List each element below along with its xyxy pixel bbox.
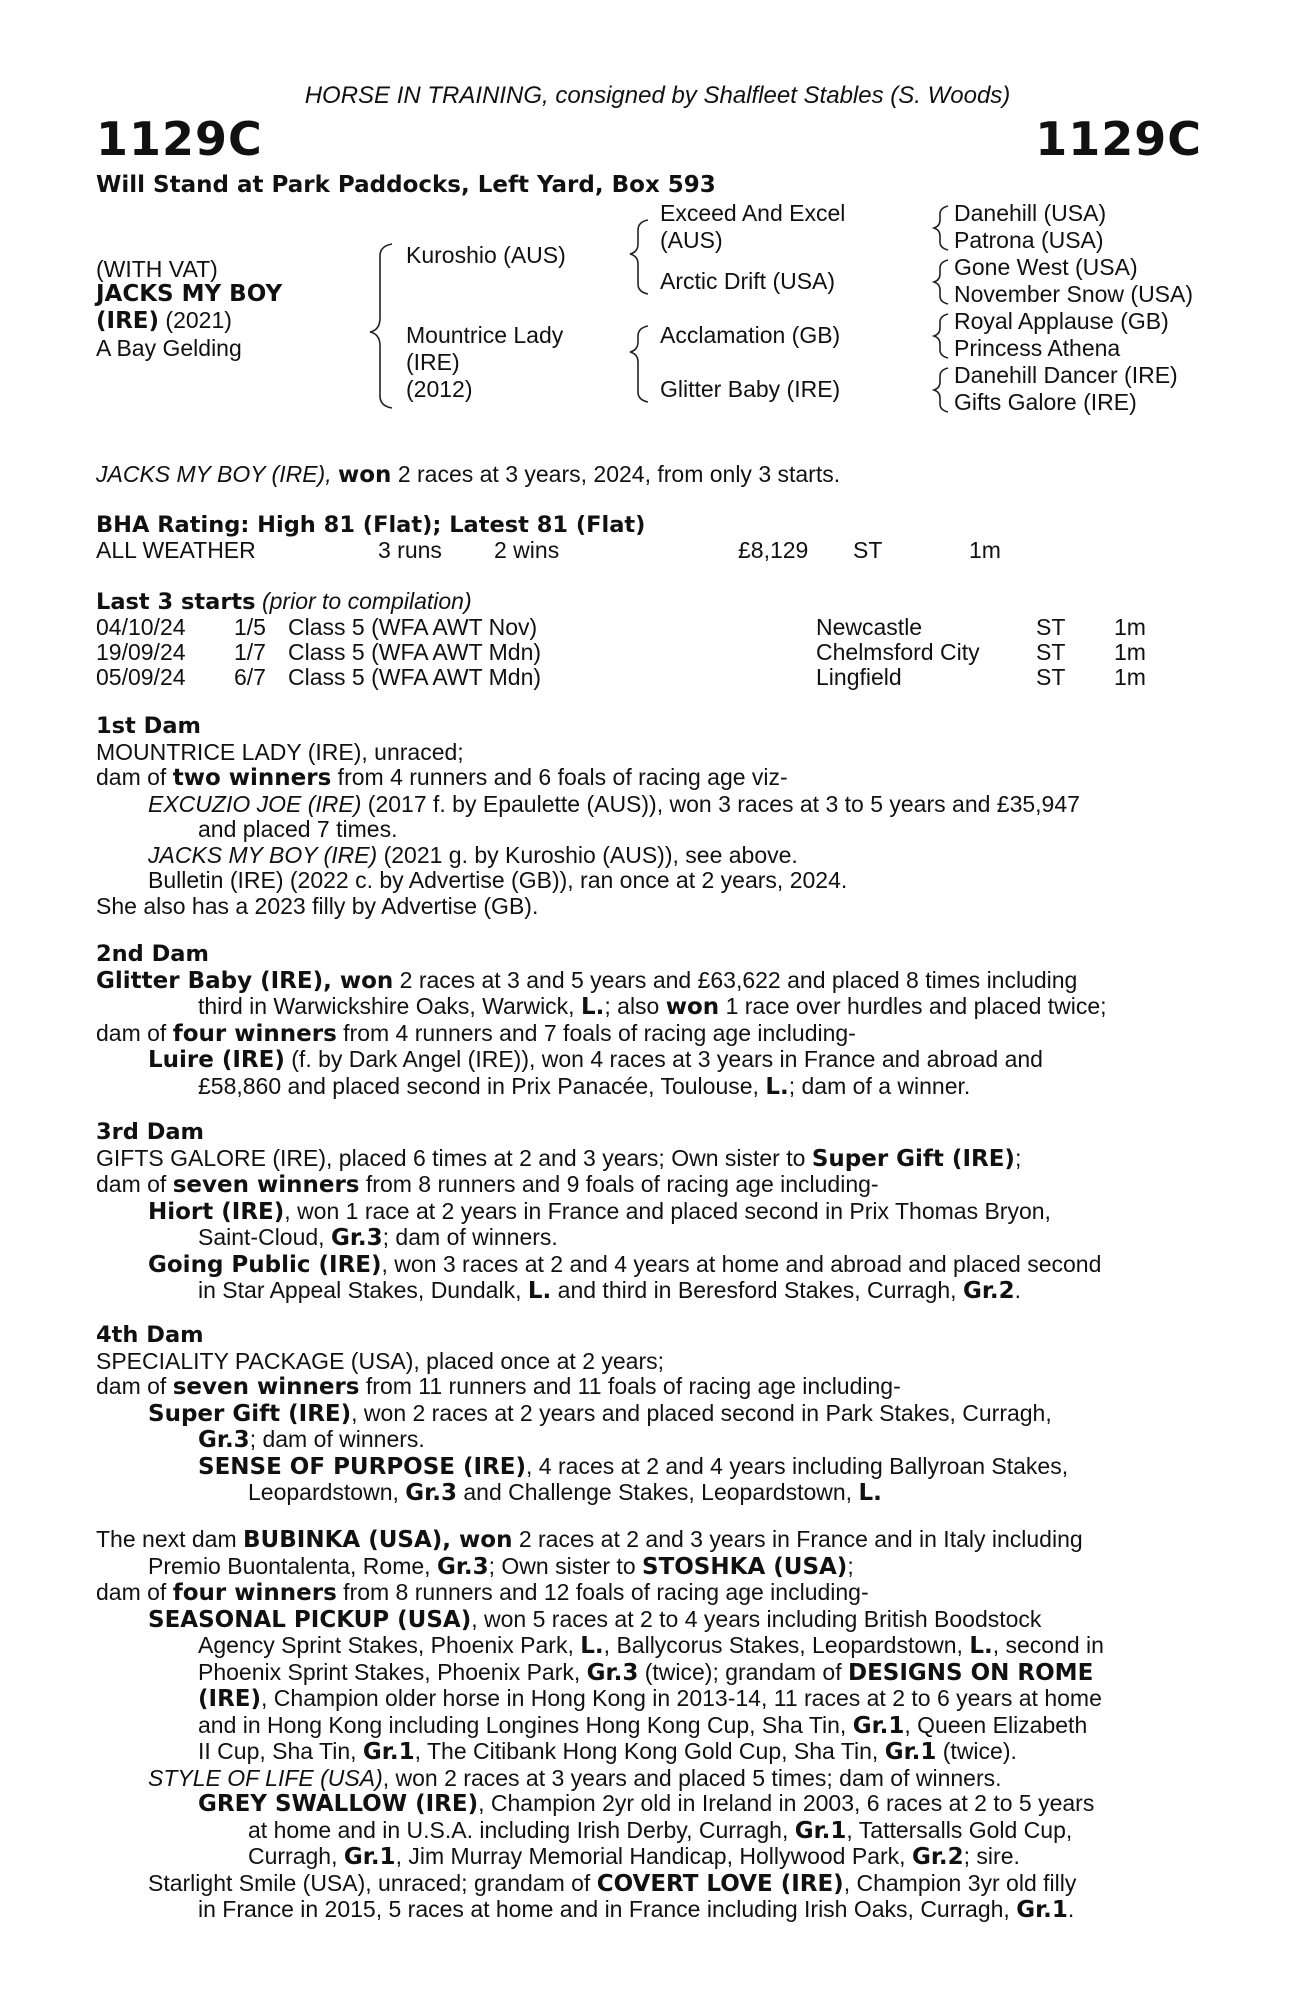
text-run: 1 race over hurdles and placed twice; xyxy=(719,993,1107,1019)
sd-brace xyxy=(934,260,948,304)
text-run: Premio Buontalenta, Rome, xyxy=(148,1552,437,1579)
text-run: Curragh, xyxy=(248,1843,344,1869)
text-run-bold: Gr.1 xyxy=(884,1739,937,1765)
text-run: , Champion older horse in Hong Kong in 2013-14, 11 races at 2 to 6 years at home xyxy=(261,1685,1102,1711)
main-brace xyxy=(370,244,392,408)
text-run: , The Citibank Hong Kong Gold Cup, Sha Tin, xyxy=(414,1738,885,1764)
text-run: third in Warwickshire Oaks, Warwick, xyxy=(198,993,581,1019)
ds-brace xyxy=(934,314,948,358)
text-run: , 4 races at 2 and 4 years including Ballyroan Stakes, xyxy=(526,1452,1069,1479)
text-run: dam of xyxy=(96,1171,173,1197)
produce-line xyxy=(96,1713,1200,1740)
rating-prize: £8,129 xyxy=(738,537,809,563)
text-run: ; dam of winners. xyxy=(382,1224,558,1250)
text-run-bold: Gr.3 xyxy=(405,1480,457,1506)
start-going: ST xyxy=(1036,664,1066,690)
text-run-bold: two winners xyxy=(172,765,332,791)
produce-line: and placed 7 times. xyxy=(198,816,398,842)
produce-line xyxy=(96,1844,1200,1871)
ss-brace xyxy=(934,206,948,250)
start-race: Class 5 (WFA AWT Nov) xyxy=(288,614,538,640)
text-run-bold: Gr.2 xyxy=(962,1278,1015,1304)
text-run: , Ballycorus Stakes, Leopardstown, xyxy=(603,1632,970,1658)
dam-line-2: (IRE) xyxy=(406,349,460,375)
sire-sire-line-2: (AUS) xyxy=(660,227,723,253)
second-dam-section xyxy=(96,942,1200,1100)
dam-line xyxy=(96,994,1200,1021)
horse-name: JACKS MY BOY xyxy=(96,281,283,307)
produce-line xyxy=(96,1686,1200,1713)
text-run: , Jim Murray Memorial Handicap, Hollywood Park, xyxy=(395,1843,912,1869)
text-run: dam of xyxy=(96,764,173,790)
first-dam-section xyxy=(96,714,1200,919)
produce-line xyxy=(96,792,1200,818)
text-run-bold: four winners xyxy=(172,1580,337,1606)
text-run: ; Own sister to xyxy=(488,1552,642,1579)
text-run: from 8 runners and 9 foals of racing age including- xyxy=(359,1171,879,1197)
text-run: from 4 runners and 7 foals of racing age including- xyxy=(336,1019,856,1046)
rating-wins: 2 wins xyxy=(494,537,560,563)
ped-dsd: Princess Athena xyxy=(954,335,1121,361)
ped-ssd: Patrona (USA) xyxy=(954,227,1104,253)
text-run: dam of xyxy=(96,1373,173,1399)
produce-line xyxy=(96,1897,1200,1924)
text-run: (2021 g. by Kuroshio (AUS)), see above. xyxy=(377,841,798,868)
text-run: at home and in U.S.A. including Irish Derby, Curragh, xyxy=(248,1816,795,1843)
text-run-bold: Gr.3 xyxy=(198,1427,250,1453)
text-run: II Cup, Sha Tin, xyxy=(198,1738,363,1764)
dam-line: SPECIALITY PACKAGE (USA), placed once at 2 years; xyxy=(96,1347,665,1374)
horse-description: A Bay Gelding xyxy=(96,335,242,361)
text-run-bold: L. xyxy=(765,1073,789,1100)
rating-runs: 3 runs xyxy=(378,537,442,563)
dam-line xyxy=(96,1172,1200,1199)
text-run-bold: Gr.3 xyxy=(436,1553,489,1580)
dam-sire: Acclamation (GB) xyxy=(660,322,841,348)
text-run: , second in xyxy=(992,1632,1104,1658)
start-race: Class 5 (WFA AWT Mdn) xyxy=(288,639,542,665)
produce-line xyxy=(96,1480,1200,1507)
third-dam-section xyxy=(96,1120,1200,1305)
last-starts-note: (prior to compilation) xyxy=(261,588,472,614)
text-run-bold: won xyxy=(665,994,720,1020)
text-run-bold: DESIGNS ON ROME xyxy=(847,1659,1094,1686)
text-run-bold: Gr.2 xyxy=(911,1844,964,1870)
start-course: Newcastle xyxy=(816,614,923,640)
text-run: , won 1 race at 2 years in France and placed second in Prix Thomas Bryon, xyxy=(284,1197,1051,1224)
text-run: in Star Appeal Stakes, Dundalk, xyxy=(198,1277,528,1303)
stand-location: Will Stand at Park Paddocks, Left Yard, Box 593 xyxy=(96,172,716,198)
text-run: Leopardstown, xyxy=(248,1479,406,1505)
text-run-bold: L. xyxy=(969,1633,993,1659)
section-heading: 3rd Dam xyxy=(96,1119,204,1145)
text-run: , won 3 races at 2 and 4 years at home and abroad and placed second xyxy=(381,1250,1102,1277)
text-run: , won 2 races at 2 years and placed second in Park Stakes, Curragh, xyxy=(351,1399,1052,1426)
summary-name: JACKS MY BOY (IRE), xyxy=(96,461,332,487)
produce-line xyxy=(96,1225,1200,1252)
produce-line xyxy=(96,1199,1200,1226)
dam-line xyxy=(96,1374,1200,1401)
text-run: ; dam of winners. xyxy=(249,1426,425,1452)
produce-line xyxy=(96,843,1200,869)
text-run: (2017 f. by Epaulette (AUS)), won 3 races at 3 to 5 years and £35,947 xyxy=(361,790,1080,817)
text-run-bold: Luire (IRE) xyxy=(148,1047,285,1073)
last-starts-heading xyxy=(96,589,472,616)
dam-line xyxy=(96,1554,1200,1581)
summary-rest: 2 races at 3 years, 2024, from only 3 starts. xyxy=(397,461,841,487)
dam-line xyxy=(96,968,1200,995)
text-run-bold: L. xyxy=(527,1278,552,1304)
start-going: ST xyxy=(1036,639,1066,665)
text-run-bold: Gr.1 xyxy=(343,1844,396,1870)
text-run-bold: L. xyxy=(580,994,605,1020)
sire: Kuroshio (AUS) xyxy=(406,242,566,268)
ped-sdd: November Snow (USA) xyxy=(954,281,1194,307)
ped-sss: Danehill (USA) xyxy=(954,200,1107,226)
produce-line xyxy=(96,1818,1200,1845)
lot-number-right: 1129C xyxy=(1035,112,1202,166)
text-run-bold: Hiort (IRE) xyxy=(148,1198,285,1225)
text-run: GIFTS GALORE (IRE), placed 6 times at 2 and 3 years; Own sister to xyxy=(96,1144,812,1171)
dam-line xyxy=(96,1146,1200,1173)
text-run: dam of xyxy=(96,1019,173,1046)
start-distance: 1m xyxy=(1114,614,1146,640)
produce-line xyxy=(96,1427,1200,1454)
text-run: and Challenge Stakes, Leopardstown, xyxy=(456,1479,859,1505)
dam-line: She also has a 2023 filly by Advertise (GB). xyxy=(96,892,539,919)
produce-line xyxy=(96,1607,1200,1634)
text-run-bold: STOSHKA (USA) xyxy=(642,1553,848,1580)
start-position: 1/5 xyxy=(234,614,266,640)
dam-dam: Glitter Baby (IRE) xyxy=(660,376,841,402)
section-heading: 2nd Dam xyxy=(96,941,209,967)
text-run-bold: Gr.1 xyxy=(852,1712,905,1739)
text-run-bold: Going Public (IRE) xyxy=(148,1251,382,1278)
text-run-bold: COVERT LOVE (IRE) xyxy=(596,1870,844,1897)
text-run-bold: GREY SWALLOW (IRE) xyxy=(198,1791,479,1817)
text-run-bold: Glitter Baby (IRE), won xyxy=(96,967,394,994)
dam-line xyxy=(96,1021,1200,1048)
text-run: , Champion 3yr old filly xyxy=(843,1869,1077,1896)
text-run: Saint-Cloud, xyxy=(198,1224,331,1250)
text-run: , Champion 2yr old in Ireland in 2003, 6 races at 2 to 5 years xyxy=(478,1790,1095,1816)
text-run-bold: Gr.3 xyxy=(330,1225,383,1251)
text-run-italic: EXCUZIO JOE (IRE) xyxy=(148,790,362,817)
produce-line xyxy=(96,1252,1200,1279)
produce-line xyxy=(96,1791,1200,1818)
last-starts-title: Last 3 starts xyxy=(96,589,256,615)
summary-won: won xyxy=(337,462,392,488)
text-run: (twice); grandam of xyxy=(638,1658,848,1685)
text-run: Phoenix Sprint Stakes, Phoenix Park, xyxy=(198,1658,587,1685)
horse-year: (2021) xyxy=(165,307,232,333)
section-heading: 1st Dam xyxy=(96,713,201,739)
consignor-header: HORSE IN TRAINING, consigned by Shalfleet Stables (S. Woods) xyxy=(304,82,1011,109)
start-distance: 1m xyxy=(1114,664,1146,690)
text-run: in France in 2015, 5 races at home and in France including Irish Oaks, Curragh, xyxy=(198,1896,1017,1922)
ped-ddd: Gifts Galore (IRE) xyxy=(954,389,1137,415)
ped-dds: Danehill Dancer (IRE) xyxy=(954,362,1178,388)
produce-line xyxy=(96,1660,1200,1687)
text-run: and in Hong Kong including Longines Hong Kong Cup, Sha Tin, xyxy=(198,1711,853,1738)
text-run: Agency Sprint Stakes, Phoenix Park, xyxy=(198,1632,581,1658)
text-run-bold: four winners xyxy=(172,1020,337,1047)
sire-brace xyxy=(630,220,648,294)
text-run: £58,860 and placed second in Prix Panacée, Toulouse, xyxy=(198,1072,766,1099)
text-run: and third in Beresford Stakes, Curragh, xyxy=(551,1277,963,1303)
section-heading: 4th Dam xyxy=(96,1322,204,1348)
text-run: dam of xyxy=(96,1579,173,1605)
text-run: (twice). xyxy=(936,1738,1017,1764)
produce-line xyxy=(96,1401,1200,1428)
produce-line xyxy=(96,1454,1200,1481)
fourth-dam-section xyxy=(96,1323,1200,1507)
ped-dss: Royal Applause (GB) xyxy=(954,308,1169,334)
text-run: Starlight Smile (USA), unraced; grandam of xyxy=(148,1869,597,1896)
dam-line xyxy=(96,1527,1200,1554)
dam-line xyxy=(96,1580,1200,1607)
text-run: from 8 runners and 12 foals of racing age including- xyxy=(336,1579,869,1605)
dam-line-3: (2012) xyxy=(406,376,473,402)
text-run-bold: Super Gift (IRE) xyxy=(811,1145,1015,1172)
text-run-bold: seven winners xyxy=(172,1374,360,1400)
dam-line: MOUNTRICE LADY (IRE), unraced; xyxy=(96,738,464,765)
produce-line: Bulletin (IRE) (2022 c. by Advertise (GB)), ran once at 2 years, 2024. xyxy=(148,867,848,893)
rating-surface: ALL WEATHER xyxy=(96,537,256,563)
text-run-bold: L. xyxy=(858,1480,882,1506)
text-run: ; xyxy=(1014,1144,1022,1171)
start-date: 05/09/24 xyxy=(96,664,186,690)
start-going: ST xyxy=(1036,614,1066,640)
text-run: ; sire. xyxy=(963,1843,1020,1869)
text-run: 2 races at 3 and 5 years and £63,622 and placed 8 times including xyxy=(393,966,1078,993)
bha-rating: BHA Rating: High 81 (Flat); Latest 81 (Flat) xyxy=(96,512,646,538)
start-course: Chelmsford City xyxy=(816,639,980,665)
start-race: Class 5 (WFA AWT Mdn) xyxy=(288,664,542,690)
text-run: from 4 runners and 6 foals of racing age viz- xyxy=(331,764,788,790)
text-run-bold: Gr.1 xyxy=(1016,1897,1068,1923)
text-run: ; also xyxy=(604,993,666,1019)
produce-line xyxy=(96,1633,1200,1660)
start-position: 6/7 xyxy=(234,664,266,690)
start-position: 1/7 xyxy=(234,639,266,665)
produce-line xyxy=(96,1074,1200,1101)
text-run-bold: Super Gift (IRE) xyxy=(148,1400,352,1427)
start-course: Lingfield xyxy=(816,664,902,690)
text-run: , won 5 races at 2 to 4 years including British Boodstock xyxy=(471,1605,1042,1632)
rating-going: ST xyxy=(853,537,883,563)
text-run: , won 2 races at 3 years and placed 5 times; dam of winners. xyxy=(382,1764,1002,1791)
text-run: . xyxy=(1067,1896,1075,1922)
text-run: ; xyxy=(847,1552,854,1579)
produce-line xyxy=(96,1278,1200,1305)
text-run-bold: SENSE OF PURPOSE (IRE) xyxy=(198,1453,527,1480)
text-run: (f. by Dark Angel (IRE)), won 4 races at 3 years in France and abroad and xyxy=(284,1046,1043,1072)
text-run: , Queen Elizabeth xyxy=(904,1711,1088,1738)
start-distance: 1m xyxy=(1114,639,1146,665)
text-run: . xyxy=(1014,1277,1022,1303)
produce-line xyxy=(96,1047,1200,1074)
text-run-bold: Gr.1 xyxy=(362,1739,415,1765)
start-date: 19/09/24 xyxy=(96,639,186,665)
text-run-bold: L. xyxy=(580,1633,604,1659)
dam-brace xyxy=(630,326,648,402)
text-run-bold: (IRE) xyxy=(198,1686,262,1712)
text-run: 2 races at 2 and 3 years in France and in Italy including xyxy=(512,1526,1083,1552)
dam-line xyxy=(96,765,1200,792)
text-run: from 11 runners and 11 foals of racing age including- xyxy=(359,1373,901,1399)
text-run: ; dam of a winner. xyxy=(788,1072,971,1099)
sire-sire-line-1: Exceed And Excel xyxy=(660,200,846,226)
sire-dam: Arctic Drift (USA) xyxy=(660,268,836,294)
text-run-italic: STYLE OF LIFE (USA) xyxy=(148,1764,383,1791)
horse-country: (IRE) xyxy=(96,308,160,334)
next-dam-section xyxy=(96,1527,1200,1924)
rating-distance: 1m xyxy=(969,537,1001,563)
text-run-italic: JACKS MY BOY (IRE) xyxy=(148,841,378,868)
produce-line xyxy=(96,1766,1200,1792)
produce-line xyxy=(96,1871,1200,1898)
start-date: 04/10/24 xyxy=(96,614,186,640)
produce-line xyxy=(96,1739,1200,1766)
lot-number-left: 1129C xyxy=(96,112,263,166)
text-run-bold: SEASONAL PICKUP (USA) xyxy=(148,1606,472,1633)
summary-line xyxy=(96,462,840,489)
text-run-bold: Gr.1 xyxy=(794,1817,847,1844)
text-run-bold: seven winners xyxy=(172,1172,360,1198)
vat-label: (WITH VAT) xyxy=(96,256,218,282)
text-run-bold: BUBINKA (USA), won xyxy=(243,1527,513,1553)
dam-line-1: Mountrice Lady xyxy=(406,322,564,348)
text-run-bold: Gr.3 xyxy=(586,1659,639,1686)
dd-brace xyxy=(934,368,948,412)
ped-sds: Gone West (USA) xyxy=(954,254,1138,280)
text-run: , Tattersalls Gold Cup, xyxy=(846,1816,1073,1843)
text-run: The next dam xyxy=(96,1526,244,1552)
